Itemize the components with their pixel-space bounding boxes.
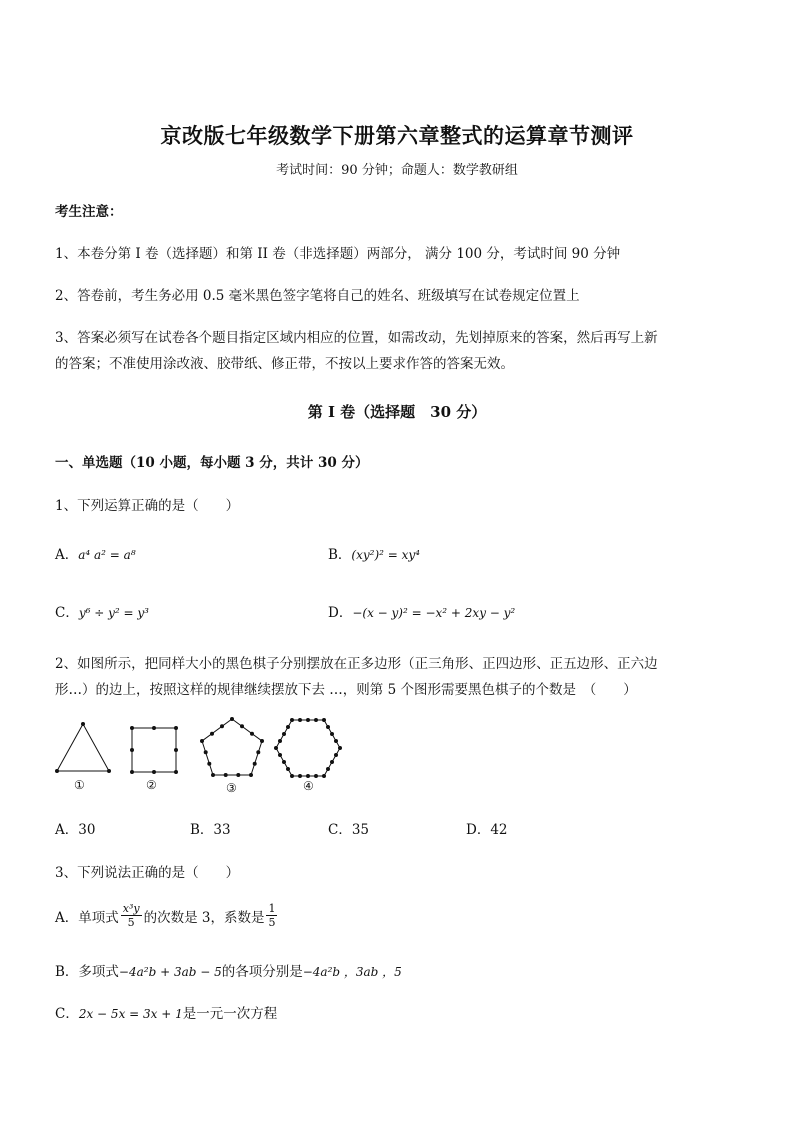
figure-triangle — [50, 718, 116, 778]
q3-option-c — [55, 1002, 277, 1022]
notice-item-2: 2、答卷前，考生务必用 0.5 毫米黑色签字笔将自己的姓名、班级填写在试卷规定位置上 — [55, 288, 580, 304]
q3-option-c-expr: 2x − 5x = 3x + 1 — [78, 1007, 183, 1021]
figure-square — [126, 724, 182, 776]
q3-option-a-monomial-den: 5 — [127, 916, 135, 929]
q2-option-b: B．33 — [190, 822, 231, 838]
q1-option-a-label: A． — [55, 547, 79, 563]
q1-option-b-expr: (xy²)² = xy⁴ — [351, 548, 420, 562]
q1-stem: 1、下列运算正确的是（ ） — [55, 498, 240, 514]
q2-option-c: C．35 — [328, 822, 370, 838]
q3-option-b-terms: −4a²b ，3ab ，5 — [302, 965, 402, 979]
q3-stem: 3、下列说法正确的是（ ） — [55, 865, 240, 881]
q3-option-b-expr: −4a²b + 3ab − 5 — [118, 965, 222, 979]
q3-option-a-coefficient — [266, 902, 277, 929]
page-title: 京改版七年级数学下册第六章整式的运算章节测评 — [160, 123, 634, 148]
q1-option-c-label: C． — [55, 605, 79, 621]
exam-info: 考试时间：90 分钟；命题人：数学教研组 — [276, 163, 518, 178]
q1-option-a-expr: a⁴ a² = a⁸ — [78, 548, 136, 562]
q3-option-a-monomial-num: x³y — [122, 902, 140, 915]
figure-hexagon — [272, 716, 344, 780]
q2-option-a: A．30 — [55, 822, 96, 838]
figure-label-4: ④ — [303, 779, 314, 793]
q1-option-d-label: D． — [328, 605, 353, 621]
q1-option-b-label: B． — [328, 547, 352, 563]
notice-heading: 考生注意： — [55, 204, 123, 220]
part1-heading: 第 I 卷（选择题 30 分） — [307, 403, 487, 421]
q3-option-a-prefix: A．单项式 — [55, 909, 119, 926]
q1-option-b — [328, 543, 420, 563]
q1-option-c — [55, 601, 149, 621]
figure-label-2: ② — [146, 778, 157, 792]
q3-option-a-mid: 的次数是 3，系数是 — [143, 909, 265, 926]
q1-option-d — [328, 601, 515, 621]
section-heading: 一、单选题（10 小题，每小题 3 分，共计 30 分） — [55, 455, 369, 471]
figure-label-3: ③ — [226, 781, 237, 795]
q1-option-d-expr: −(x − y)² = −x² + 2xy − y² — [352, 606, 516, 620]
notice-item-1: 1、本卷分第 I 卷（选择题）和第 II 卷（非选择题）两部分， 满分 100 分，考试时间 90 分钟 — [55, 246, 621, 262]
figure-label-1: ① — [74, 778, 85, 792]
q3-option-c-label: C． — [55, 1006, 79, 1022]
q3-option-a — [55, 902, 279, 929]
q3-option-b — [55, 960, 402, 980]
q2-stem-line-2: 形…）的边上，按照这样的规律继续摆放下去 …，则第 5 个图形需要黑色棋子的个数是 （ ） — [55, 682, 637, 698]
q3-option-a-coefficient-den: 5 — [268, 916, 276, 929]
q3-option-c-suffix: 是一元一次方程 — [182, 1006, 278, 1022]
q3-option-b-prefix: B．多项式 — [55, 964, 119, 980]
q1-option-c-expr: y⁶ ÷ y² = y³ — [78, 606, 149, 620]
figure-pentagon — [196, 714, 268, 780]
q3-option-a-monomial — [121, 902, 142, 929]
q1-option-a — [55, 543, 136, 563]
notice-item-3-line-2: 的答案；不准使用涂改液、胶带纸、修正带，不按以上要求作答的答案无效。 — [55, 356, 514, 372]
q2-stem-line-1: 2、如图所示，把同样大小的黑色棋子分别摆放在正多边形（正三角形、正四边形、正五边形、正六边 — [55, 656, 658, 672]
q2-option-d: D．42 — [466, 822, 508, 838]
q3-option-a-coefficient-num: 1 — [268, 902, 276, 915]
q3-option-b-mid: 的各项分别是 — [221, 964, 303, 980]
notice-item-3-line-1: 3、答案必须写在试卷各个题目指定区域内相应的位置，如需改动，先划掉原来的答案，然后再写上新 — [55, 330, 658, 346]
